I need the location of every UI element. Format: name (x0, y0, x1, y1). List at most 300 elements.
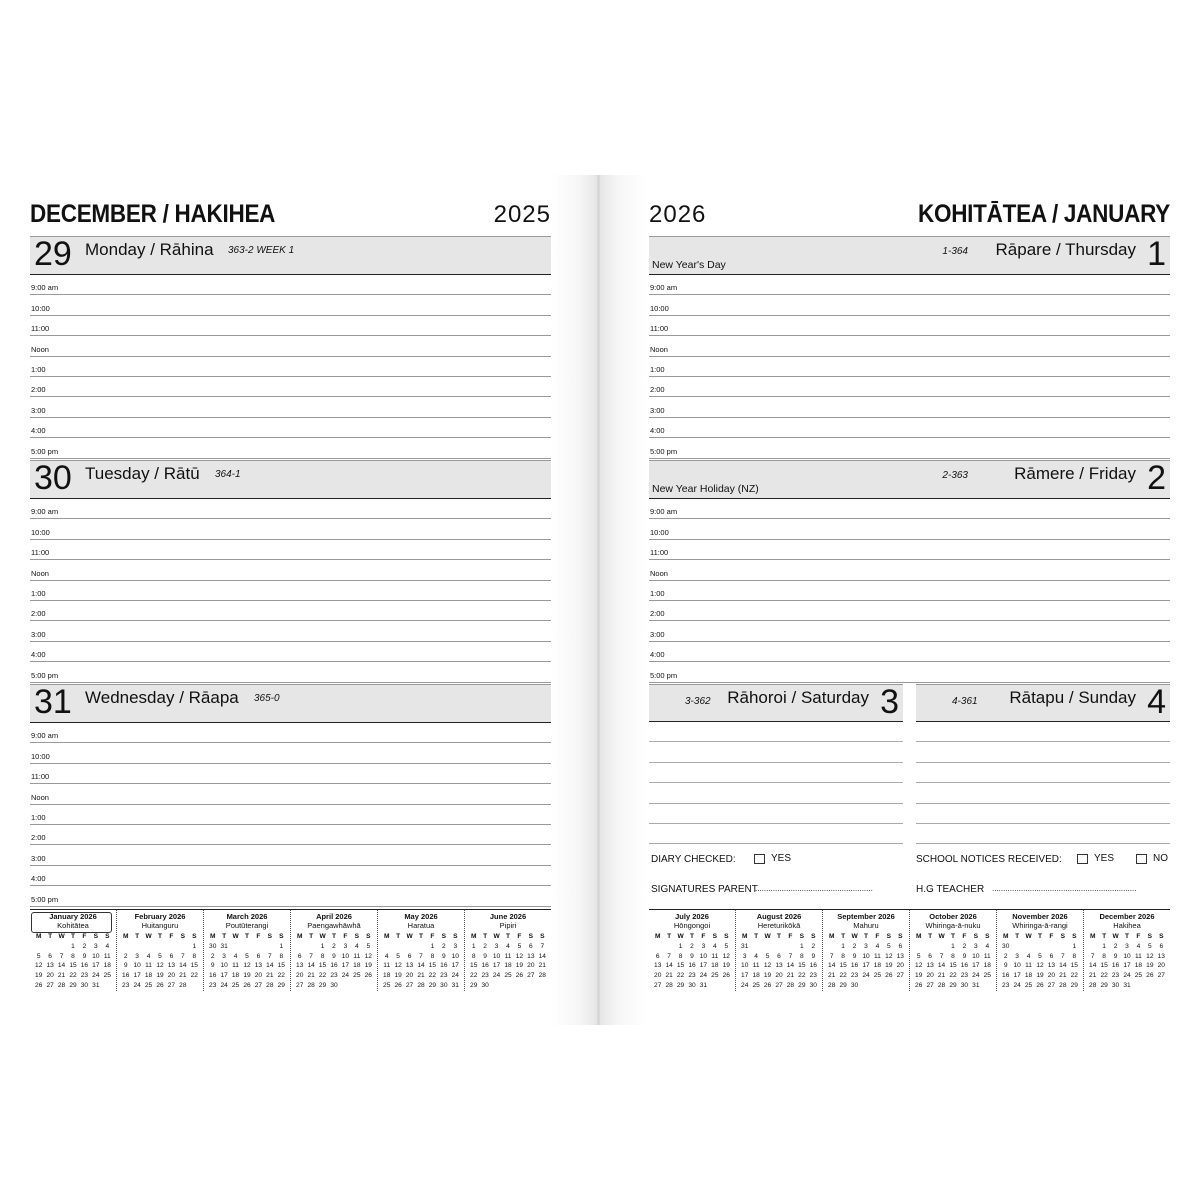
time-slot-line[interactable] (30, 519, 551, 539)
weekday-header: S (973, 933, 979, 940)
calendar-day: 26 (722, 972, 730, 980)
time-slot-line[interactable] (30, 581, 551, 601)
day-of-year: 4-361 (952, 696, 978, 707)
time-slot-line[interactable] (30, 601, 551, 621)
time-slot-line[interactable] (30, 295, 551, 315)
time-slot-line[interactable] (30, 662, 551, 682)
calendar-day: 11 (504, 952, 512, 960)
time-label: 9:00 am (650, 283, 678, 293)
calendar-grid (378, 932, 464, 991)
calendar-day: 17 (1013, 972, 1021, 980)
calendar-day: 21 (828, 972, 836, 980)
signatures-parent-label: SIGNATURES PARENT (651, 884, 758, 896)
calendar-day: 7 (419, 952, 423, 960)
calendar-grid (1084, 932, 1170, 991)
entry-line[interactable] (916, 824, 1170, 844)
calendar-day: 23 (330, 972, 338, 980)
calendar-day: 30 (440, 981, 448, 989)
time-slot-line[interactable] (30, 377, 551, 397)
calendar-day: 3 (222, 952, 226, 960)
calendar-day: 2 (483, 942, 487, 950)
time-label: 5:00 pm (650, 446, 678, 456)
mini-calendar (1083, 910, 1170, 991)
weekday-header: T (157, 933, 162, 940)
time-label: 4:00 (31, 874, 46, 884)
calendar-day: 13 (254, 962, 263, 970)
calendar-day: 24 (862, 972, 870, 980)
notices-no-checkbox[interactable] (1136, 853, 1168, 864)
calendar-day: 25 (1024, 981, 1033, 989)
time-slot-line[interactable] (649, 397, 1170, 417)
calendar-day: 25 (231, 981, 240, 989)
weekday-header: W (493, 933, 500, 940)
calendar-day: 23 (440, 972, 448, 980)
time-slot-line[interactable] (30, 723, 551, 743)
calendar-day: 15 (470, 962, 478, 970)
teacher-signature-line[interactable]: ................................................................. (992, 884, 1137, 894)
weekday-header: F (169, 933, 174, 940)
calendar-day: 12 (364, 952, 372, 960)
calendar-day: 10 (741, 962, 749, 970)
calendar-day: 8 (951, 952, 955, 960)
time-label: 1:00 (650, 364, 665, 374)
calendar-day: 10 (220, 962, 228, 970)
calendar-day: 23 (481, 972, 489, 980)
calendar-day: 11 (145, 962, 152, 970)
time-slot-line[interactable] (649, 357, 1170, 377)
time-label: 4:00 (31, 426, 46, 436)
calendar-day: 25 (383, 981, 391, 989)
calendar-day: 6 (898, 942, 903, 950)
calendar-day: 7 (788, 952, 793, 960)
time-slot-line[interactable] (649, 438, 1170, 458)
calendar-day (785, 942, 796, 952)
weekday-header: F (430, 933, 435, 940)
time-slot-line[interactable] (649, 601, 1170, 621)
diary-yes-checkbox[interactable] (754, 853, 791, 864)
weekday-header: S (799, 933, 805, 940)
calendar-day: 24 (92, 972, 100, 980)
calendar-day: 3 (343, 942, 348, 950)
calendar-day: 18 (983, 962, 991, 970)
left-page (30, 200, 551, 989)
calendar-grid (910, 932, 996, 991)
time-slot-line[interactable] (649, 377, 1170, 397)
calendar-day: 10 (133, 962, 141, 970)
weekday-header: M (828, 933, 835, 940)
calendar-day: 23 (209, 981, 217, 989)
time-label: 5:00 pm (650, 670, 678, 680)
weekday-header: S (441, 933, 447, 940)
weekday-header: S (192, 933, 197, 940)
calendar-grid (736, 932, 822, 991)
calendar-day: 24 (699, 972, 708, 980)
calendar-day: 19 (156, 972, 164, 980)
day-header (30, 684, 551, 723)
weekday-header: W (58, 933, 65, 940)
calendar-day: 17 (341, 962, 350, 970)
calendar-day: 10 (451, 952, 459, 960)
calendar-day: 31 (451, 981, 459, 989)
calendar-grid (204, 932, 290, 991)
day-header (649, 684, 903, 722)
calendar-day: 19 (1036, 972, 1044, 980)
calendar-day: 26 (35, 981, 43, 989)
entry-line[interactable] (916, 763, 1170, 783)
time-slot-line[interactable] (30, 825, 551, 845)
entry-line[interactable] (916, 722, 1170, 742)
calendar-day: 3 (701, 942, 706, 950)
calendar-day: 20 (254, 972, 263, 980)
day-block (30, 460, 551, 684)
calendar-day (924, 942, 935, 952)
entry-line[interactable] (649, 722, 903, 742)
calendar-month: August 2026 (756, 912, 802, 921)
weekday-header: S (886, 933, 892, 940)
calendar-day: 24 (741, 981, 749, 989)
calendar-day: 13 (654, 962, 662, 970)
calendar-day: 28 (1089, 981, 1097, 989)
time-slot-line[interactable] (30, 316, 551, 336)
weekday-header: M (654, 933, 661, 940)
calendar-day: 2 (332, 942, 336, 950)
weekday-header: S (712, 933, 718, 940)
time-slot-line[interactable] (649, 560, 1170, 580)
day-name: Rāhoroi / Saturday (727, 688, 869, 707)
calendar-day (652, 942, 663, 952)
calendar-day (381, 942, 392, 952)
right-page (649, 200, 1170, 989)
calendar-day: 17 (699, 962, 708, 970)
calendar-day: 28 (1059, 981, 1067, 989)
time-label: 1:00 (31, 588, 46, 598)
calendar-day: 13 (1047, 962, 1056, 970)
calendar-day: 19 (1146, 962, 1154, 970)
time-slot-line[interactable] (649, 662, 1170, 682)
calendar-day: 4 (985, 942, 990, 950)
calendar-day: 5 (724, 942, 729, 950)
calendar-day: 20 (46, 972, 54, 980)
calendar-maori-month: Kohitātea (57, 921, 89, 930)
calendar-day: 28 (828, 981, 836, 989)
calendar-day: 25 (504, 972, 512, 980)
time-label: 10:00 (650, 303, 669, 313)
time-slot-line[interactable] (30, 397, 551, 417)
calendar-day: 8 (320, 952, 325, 960)
calendar-month: September 2026 (837, 912, 895, 921)
calendar-day (241, 942, 252, 952)
weekday-header: F (788, 933, 793, 940)
calendar-maori-month: Whiringa-ā-nuku (925, 921, 981, 930)
calendar-day: 9 (82, 952, 87, 960)
calendar-day: 10 (699, 952, 708, 960)
weekday-header: T (396, 933, 401, 940)
weekday-header: T (222, 933, 227, 940)
day-number: 4 (1147, 683, 1166, 721)
time-slot-line[interactable] (30, 642, 551, 662)
calendar-day: 10 (492, 952, 501, 960)
calendar-day: 11 (711, 952, 719, 960)
calendar-day: 29 (69, 981, 77, 989)
weekday-header: F (1136, 933, 1141, 940)
calendar-grid (117, 932, 203, 991)
calendar-day: 29 (1100, 981, 1108, 989)
calendar-day: 30 (1111, 981, 1120, 989)
calendar-day: 13 (896, 952, 904, 960)
calendar-day: 26 (515, 972, 524, 980)
calendar-day: 29 (676, 981, 685, 989)
mini-calendar (116, 910, 203, 991)
day-block (30, 236, 551, 460)
calendar-day: 12 (915, 962, 923, 970)
calendar-day: 22 (676, 972, 685, 980)
time-label: 3:00 (31, 853, 46, 863)
calendar-day: 17 (133, 972, 141, 980)
calendar-day: 27 (46, 981, 54, 989)
time-slot-line[interactable] (30, 805, 551, 825)
time-slot-line[interactable] (30, 438, 551, 458)
entry-line[interactable] (916, 742, 1170, 762)
calendar-day: 21 (417, 972, 425, 980)
calendar-day: 12 (722, 952, 730, 960)
diary-checked-label: DIARY CHECKED: (651, 854, 736, 866)
calendar-day: 1 (279, 942, 284, 950)
calendar-day: 24 (492, 972, 501, 980)
calendar-day: 3 (742, 952, 747, 960)
time-slot-line[interactable] (649, 540, 1170, 560)
time-slot-line[interactable] (649, 499, 1170, 519)
calendar-day: 5 (916, 952, 921, 960)
calendar-day: 21 (1089, 972, 1097, 980)
signature-line[interactable]: ..................................................... (755, 884, 873, 894)
entry-line[interactable] (649, 742, 903, 762)
calendar-day: 31 (699, 981, 708, 989)
calendar-day: 20 (296, 972, 304, 980)
time-slot-line[interactable] (30, 499, 551, 519)
calendar-day: 23 (1002, 981, 1010, 989)
weekday-header: S (528, 933, 534, 940)
calendar-day: 8 (1072, 952, 1077, 960)
time-slot-line[interactable] (649, 642, 1170, 662)
calendar-day: 22 (1100, 972, 1108, 980)
calendar-day: 10 (1013, 962, 1021, 970)
time-slot-line[interactable] (649, 275, 1170, 295)
calendar-day: 11 (103, 952, 111, 960)
calendar-day: 27 (405, 981, 414, 989)
weekday-header: W (938, 933, 945, 940)
day-header (649, 236, 1170, 275)
weekday-header: M (1089, 933, 1096, 940)
time-slot-line[interactable] (30, 336, 551, 356)
calendar-day: 18 (711, 962, 719, 970)
calendar-day: 12 (156, 962, 164, 970)
calendar-day: 4 (754, 952, 758, 960)
weekday-header: T (135, 933, 140, 940)
calendar-month: December 2026 (1099, 912, 1155, 921)
day-block (30, 684, 551, 908)
time-label: 4:00 (31, 650, 46, 660)
calendar-day: 15 (798, 962, 806, 970)
calendar-day: 19 (394, 972, 402, 980)
time-slot-line[interactable] (649, 519, 1170, 539)
calendar-day: 2 (1113, 942, 1118, 950)
calendar-day: 28 (937, 981, 946, 989)
time-slot-line[interactable] (649, 621, 1170, 641)
calendar-day: 14 (538, 952, 546, 960)
weekday-header: S (267, 933, 273, 940)
calendar-maori-month: Paengawhāwhā (307, 921, 361, 930)
calendar-day: 4 (384, 952, 389, 960)
calendar-day: 16 (1111, 962, 1120, 970)
calendar-day (750, 942, 761, 952)
calendar-day: 10 (92, 952, 100, 960)
calendar-day: 27 (527, 972, 535, 980)
calendar-day: 1 (471, 942, 476, 950)
time-slot-line[interactable] (649, 336, 1170, 356)
calendar-day: 22 (318, 972, 327, 980)
calendar-maori-month: Whiringa-ā-rangi (1012, 921, 1068, 930)
day-number: 29 (34, 235, 72, 273)
calendar-day (1023, 942, 1034, 952)
calendar-day: 19 (915, 972, 923, 980)
calendar-day: 13 (167, 962, 176, 970)
page-gutter (551, 175, 646, 1025)
time-slot-line[interactable] (30, 621, 551, 641)
time-slot-line[interactable] (649, 295, 1170, 315)
time-label: 10:00 (31, 303, 50, 313)
time-slot-line[interactable] (30, 418, 551, 438)
calendar-day: 22 (949, 972, 957, 980)
calendar-month: May 2026 (404, 912, 438, 921)
calendar-day: 1 (192, 942, 197, 950)
notices-yes-checkbox[interactable] (1077, 853, 1114, 864)
calendar-day: 19 (763, 972, 772, 980)
calendar-maori-month: Hōngongoi (673, 921, 711, 930)
weekday-header: S (811, 933, 816, 940)
time-slot-line[interactable] (30, 845, 551, 865)
left-header (30, 200, 551, 236)
weekday-header: T (863, 933, 868, 940)
calendar-day: 18 (504, 962, 512, 970)
calendar-day: 29 (798, 981, 806, 989)
calendar-day: 15 (1070, 962, 1078, 970)
time-slot-line[interactable] (649, 418, 1170, 438)
calendar-day: 30 (850, 981, 859, 989)
time-label: 3:00 (31, 629, 46, 639)
calendar-day: 9 (690, 952, 694, 960)
time-slot-line[interactable] (30, 866, 551, 886)
weekday-header: S (1159, 933, 1164, 940)
calendar-day: 9 (1003, 962, 1008, 970)
entry-line[interactable] (649, 763, 903, 783)
calendar-day: 5 (1038, 952, 1042, 960)
entry-line[interactable] (649, 804, 903, 824)
calendar-day: 11 (383, 962, 391, 970)
calendar-day: 6 (655, 952, 660, 960)
mini-calendar (203, 910, 290, 991)
entry-line[interactable] (649, 783, 903, 803)
calendar-day: 13 (1157, 952, 1165, 960)
calendar-day: 1 (841, 942, 845, 950)
calendar-day: 21 (1059, 972, 1067, 980)
calendar-day: 9 (442, 952, 446, 960)
time-slot-line[interactable] (30, 764, 551, 784)
time-slot-line[interactable] (30, 560, 551, 580)
calendar-day: 16 (440, 962, 448, 970)
time-slot-line[interactable] (649, 581, 1170, 601)
time-slot-line[interactable] (649, 316, 1170, 336)
calendar-day: 26 (1146, 972, 1154, 980)
weekday-header: T (331, 933, 336, 940)
calendar-day: 26 (1036, 981, 1044, 989)
entry-line[interactable] (916, 783, 1170, 803)
calendar-day (44, 942, 55, 952)
calendar-day (1046, 942, 1057, 952)
calendar-day: 27 (1047, 981, 1056, 989)
calendar-day: 11 (752, 962, 760, 970)
weekday-header: F (256, 933, 261, 940)
calendar-month: October 2026 (929, 912, 977, 921)
calendar-day: 2 (962, 942, 967, 950)
entry-line[interactable] (916, 804, 1170, 824)
calendar-day: 13 (527, 952, 535, 960)
calendar-day: 28 (307, 981, 315, 989)
calendar-day: 18 (231, 972, 240, 980)
weekday-header: F (82, 933, 87, 940)
time-slot-line[interactable] (30, 357, 551, 377)
calendar-day: 16 (481, 962, 489, 970)
calendar-day: 4 (146, 952, 151, 960)
calendar-day: 12 (1146, 952, 1154, 960)
weekday-header: T (1102, 933, 1107, 940)
weekday-header: T (505, 933, 510, 940)
calendar-day: 24 (1123, 972, 1131, 980)
calendar-day: 25 (752, 981, 760, 989)
weekday-header: T (483, 933, 488, 940)
weekday-header: F (343, 933, 348, 940)
day-name: Rātapu / Sunday (1009, 688, 1136, 707)
calendar-day: 18 (103, 962, 111, 970)
calendar-day: 21 (786, 972, 795, 980)
calendar-day: 13 (46, 962, 54, 970)
calendar-day: 6 (928, 952, 932, 960)
hg-teacher-label: H.G TEACHER (916, 884, 985, 896)
calendar-day: 7 (309, 952, 313, 960)
calendar-day: 29 (318, 981, 327, 989)
calendar-day: 15 (277, 962, 285, 970)
time-slot-line[interactable] (30, 784, 551, 804)
time-slot-line[interactable] (30, 886, 551, 906)
calendar-day: 19 (515, 962, 524, 970)
time-slot-line[interactable] (30, 540, 551, 560)
time-label: 5:00 pm (31, 446, 59, 456)
calendar-day: 23 (122, 981, 130, 989)
calendar-day (253, 942, 264, 952)
calendar-day: 5 (36, 952, 41, 960)
calendar-day: 17 (451, 962, 459, 970)
time-slot-line[interactable] (30, 275, 551, 295)
calendar-day: 11 (1134, 952, 1142, 960)
day-header (916, 684, 1170, 722)
time-slot-line[interactable] (30, 743, 551, 763)
calendar-day: 31 (220, 942, 228, 950)
time-label: 11:00 (650, 548, 669, 558)
calendar-day (264, 942, 275, 952)
entry-line[interactable] (649, 824, 903, 844)
calendar-day: 2 (811, 942, 816, 950)
weekday-header: S (180, 933, 186, 940)
calendar-day: 22 (798, 972, 806, 980)
